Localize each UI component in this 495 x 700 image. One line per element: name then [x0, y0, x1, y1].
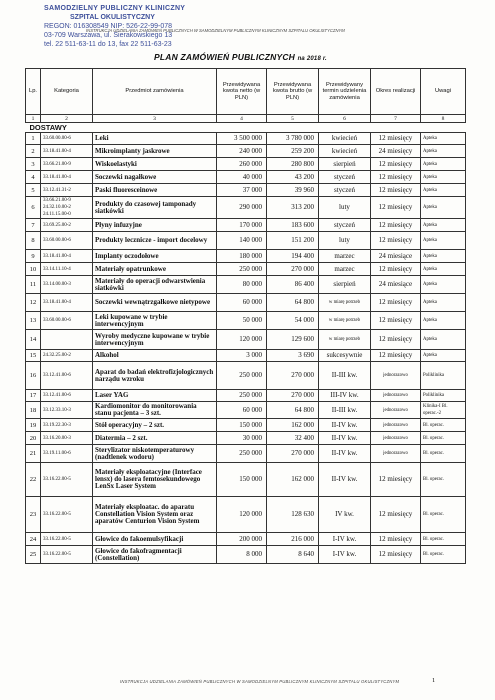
- stamp-line-2: SZPITAL OKULISTYCZNY: [70, 14, 155, 21]
- column-header: Przewidywana kwota netto (w PLN): [217, 69, 267, 115]
- hospital-stamp: [44, 4, 244, 49]
- cell-netto: 250 000: [217, 362, 267, 390]
- cell-lp: 8: [26, 232, 41, 250]
- cell-kategoria: 33.12.41.00-6: [41, 362, 93, 390]
- cell-uwagi: Apteka: [421, 184, 466, 197]
- cell-lp: 7: [26, 219, 41, 232]
- cell-kategoria: 33.66.21.00-9 24.32.10.00-2 24.11.15.00-0: [41, 197, 93, 219]
- cell-netto: 170 000: [217, 219, 267, 232]
- cell-przedmiot: Wyroby medyczne kupowane w trybie interwencyjnym: [93, 330, 217, 350]
- cell-przedmiot: Głowice do fakofragmentacji (Constellation): [93, 546, 217, 564]
- table-row: [26, 546, 466, 564]
- table-row: [26, 158, 466, 171]
- cell-lp: 21: [26, 445, 41, 463]
- cell-uwagi: Bl. operac.: [421, 533, 466, 546]
- table-row: [26, 312, 466, 330]
- cell-okres: 12 miesięcy: [371, 533, 421, 546]
- cell-lp: 2: [26, 145, 41, 158]
- cell-uwagi: Apteka: [421, 312, 466, 330]
- cell-przedmiot: Leki: [93, 133, 217, 145]
- cell-brutto: 86 400: [267, 276, 319, 294]
- cell-brutto: 313 200: [267, 197, 319, 219]
- table-row: [26, 133, 466, 145]
- cell-netto: 3 000: [217, 350, 267, 362]
- cell-termin: sierpień: [319, 276, 371, 294]
- cell-netto: 150 000: [217, 419, 267, 432]
- cell-netto: 60 000: [217, 294, 267, 312]
- cell-okres: 12 miesięcy: [371, 312, 421, 330]
- cell-lp: 13: [26, 312, 41, 330]
- cell-kategoria: 33.18.41.00-4: [41, 171, 93, 184]
- cell-przedmiot: Wiskoelastyki: [93, 158, 217, 171]
- cell-lp: 14: [26, 330, 41, 350]
- cell-kategoria: [41, 330, 93, 350]
- title-year: na 2018 r.: [297, 56, 327, 62]
- cell-uwagi: Apteka: [421, 232, 466, 250]
- column-number: 1: [26, 115, 41, 123]
- cell-netto: 260 000: [217, 158, 267, 171]
- page-number: 1: [432, 677, 436, 684]
- cell-uwagi: Apteka: [421, 219, 466, 232]
- cell-brutto: 8 640: [267, 546, 319, 564]
- cell-uwagi: Apteka: [421, 250, 466, 263]
- table-row: [26, 419, 466, 432]
- cell-kategoria: 33.19.11.00-6: [41, 445, 93, 463]
- cell-okres: jednorazowo: [371, 432, 421, 445]
- cell-termin: II-IV kw.: [319, 432, 371, 445]
- cell-netto: 250 000: [217, 263, 267, 276]
- cell-okres: 12 miesięcy: [371, 350, 421, 362]
- procurement-plan-table: [25, 68, 466, 564]
- table-row: [26, 197, 466, 219]
- cell-termin: II-IV kw.: [319, 419, 371, 432]
- cell-lp: 11: [26, 276, 41, 294]
- cell-termin: sukcesywnie: [319, 350, 371, 362]
- cell-termin: marzec: [319, 263, 371, 276]
- cell-przedmiot: Aparat do badań elektrofizjologicznych narządu wzroku: [93, 362, 217, 390]
- cell-brutto: 129 600: [267, 330, 319, 350]
- cell-netto: 3 500 000: [217, 133, 267, 145]
- cell-przedmiot: Paski fluoresceinowe: [93, 184, 217, 197]
- table-row: [26, 219, 466, 232]
- cell-przedmiot: Głowice do fakoemulsyfikacji: [93, 533, 217, 546]
- stamp-line-3: REGON: 016308549 NIP: 526-22-99-078: [44, 23, 173, 30]
- cell-okres: 12 miesięcy: [371, 497, 421, 533]
- column-header: Kategoria: [41, 69, 93, 115]
- cell-kategoria: 33.16.22.00-5: [41, 463, 93, 497]
- cell-lp: 15: [26, 350, 41, 362]
- cell-lp: 12: [26, 294, 41, 312]
- cell-brutto: 270 000: [267, 390, 319, 402]
- cell-uwagi: Apteka: [421, 330, 466, 350]
- cell-termin: luty: [319, 197, 371, 219]
- title-text: PLAN ZAMÓWIEŃ PUBLICZNYCH: [154, 52, 295, 62]
- table-row: [26, 362, 466, 390]
- cell-lp: 9: [26, 250, 41, 263]
- cell-lp: 3: [26, 158, 41, 171]
- cell-przedmiot: Produkty do czasowej tamponady siatkówki: [93, 197, 217, 219]
- cell-okres: 24 miesiące: [371, 250, 421, 263]
- cell-okres: 12 miesięcy: [371, 184, 421, 197]
- cell-uwagi: Bl. operac.: [421, 419, 466, 432]
- cell-uwagi: Apteka: [421, 171, 466, 184]
- cell-kategoria: 33.19.22.30-3: [41, 419, 93, 432]
- cell-lp: 24: [26, 533, 41, 546]
- cell-okres: 12 miesięcy: [371, 330, 421, 350]
- cell-przedmiot: Leki kupowane w trybie interwencyjnym: [93, 312, 217, 330]
- cell-netto: 150 000: [217, 463, 267, 497]
- cell-termin: w miarę potrzeb: [319, 330, 371, 350]
- cell-kategoria: 33.69.25.00-2: [41, 219, 93, 232]
- cell-kategoria: 33.14.00.00-3: [41, 276, 93, 294]
- table-row: [26, 145, 466, 158]
- cell-kategoria: 33.18.41.00-4: [41, 145, 93, 158]
- table-row: [26, 463, 466, 497]
- cell-uwagi: Bl. operac.: [421, 432, 466, 445]
- column-header: Przedmiot zamówienia: [93, 69, 217, 115]
- cell-lp: 6: [26, 197, 41, 219]
- cell-lp: 25: [26, 546, 41, 564]
- cell-termin: sierpień: [319, 158, 371, 171]
- cell-brutto: 216 000: [267, 533, 319, 546]
- cell-brutto: 43 200: [267, 171, 319, 184]
- table-row: [26, 276, 466, 294]
- cell-termin: I-IV kw.: [319, 546, 371, 564]
- cell-brutto: 64 800: [267, 402, 319, 419]
- cell-termin: styczeń: [319, 219, 371, 232]
- cell-brutto: 54 000: [267, 312, 319, 330]
- table-row: [26, 263, 466, 276]
- cell-netto: 240 000: [217, 145, 267, 158]
- cell-przedmiot: Produkty lecznicze - import docelowy: [93, 232, 217, 250]
- cell-lp: 20: [26, 432, 41, 445]
- header-running-text: INSTRUKCJA UDZIELANIA ZAMÓWIEŃ PUBLICZNYCH W SAMODZIELNYM PUBLICZNYM KLINICZNYM SZPITALU OKULISTYCZNYM: [86, 28, 345, 33]
- cell-uwagi: Apteka: [421, 294, 466, 312]
- column-header: Lp.: [26, 69, 41, 115]
- cell-uwagi: Poliklinika: [421, 362, 466, 390]
- cell-netto: 50 000: [217, 312, 267, 330]
- cell-kategoria: 33.60.00.00-6: [41, 312, 93, 330]
- cell-brutto: 270 000: [267, 445, 319, 463]
- cell-okres: jednorazowo: [371, 390, 421, 402]
- cell-termin: kwiecień: [319, 145, 371, 158]
- table-row: [26, 232, 466, 250]
- cell-przedmiot: Implanty oczodołowe: [93, 250, 217, 263]
- column-header: Przewidywany termin udzielenia zamówienia: [319, 69, 371, 115]
- cell-okres: 24 miesięcy: [371, 145, 421, 158]
- table-row: [26, 171, 466, 184]
- cell-przedmiot: Soczewki nagałkowe: [93, 171, 217, 184]
- cell-przedmiot: Mikroimplanty jaskrowe: [93, 145, 217, 158]
- cell-brutto: 162 000: [267, 419, 319, 432]
- cell-uwagi: Bl. operac.: [421, 546, 466, 564]
- cell-lp: 4: [26, 171, 41, 184]
- cell-kategoria: 33.16.22.00-5: [41, 546, 93, 564]
- cell-kategoria: 33.12.41.31-2: [41, 184, 93, 197]
- cell-brutto: 270 000: [267, 263, 319, 276]
- column-header: Uwagi: [421, 69, 466, 115]
- cell-netto: 80 000: [217, 276, 267, 294]
- cell-przedmiot: Diatermia – 2 szt.: [93, 432, 217, 445]
- cell-brutto: 280 800: [267, 158, 319, 171]
- cell-netto: 250 000: [217, 390, 267, 402]
- cell-okres: 12 miesięcy: [371, 133, 421, 145]
- cell-termin: marzec: [319, 250, 371, 263]
- cell-kategoria: 33.16.20.00-3: [41, 432, 93, 445]
- cell-kategoria: 33.60.00.00-6: [41, 133, 93, 145]
- cell-termin: w miarę potrzeb: [319, 294, 371, 312]
- cell-netto: 40 000: [217, 171, 267, 184]
- cell-lp: 16: [26, 362, 41, 390]
- column-number: 6: [319, 115, 371, 123]
- cell-kategoria: 33.14.11.10-4: [41, 263, 93, 276]
- table-row: [26, 402, 466, 419]
- cell-netto: 60 000: [217, 402, 267, 419]
- cell-brutto: 183 600: [267, 219, 319, 232]
- column-number: 7: [371, 115, 421, 123]
- cell-okres: jednorazowo: [371, 402, 421, 419]
- cell-uwagi: Bl. operac.: [421, 463, 466, 497]
- column-number: 8: [421, 115, 466, 123]
- table-body: [26, 133, 466, 564]
- table-row: [26, 497, 466, 533]
- cell-termin: styczeń: [319, 184, 371, 197]
- stamp-line-4: 03-709 Warszawa, ul. Sierakowskiego 13: [44, 32, 173, 39]
- cell-przedmiot: Płyny infuzyjne: [93, 219, 217, 232]
- column-number: 5: [267, 115, 319, 123]
- cell-brutto: 3 780 000: [267, 133, 319, 145]
- cell-okres: 12 miesięcy: [371, 263, 421, 276]
- cell-kategoria: 33.12.41.00-6: [41, 390, 93, 402]
- cell-okres: 12 miesięcy: [371, 463, 421, 497]
- cell-kategoria: 33.12.33.10-3: [41, 402, 93, 419]
- cell-termin: II-III kw.: [319, 402, 371, 419]
- cell-lp: 23: [26, 497, 41, 533]
- table-row: [26, 390, 466, 402]
- stamp-line-1: SAMODZIELNY PUBLICZNY KLINICZNY: [44, 5, 186, 12]
- cell-okres: jednorazowo: [371, 362, 421, 390]
- table-row: [26, 445, 466, 463]
- cell-uwagi: Apteka: [421, 263, 466, 276]
- cell-netto: 37 000: [217, 184, 267, 197]
- cell-netto: 250 000: [217, 445, 267, 463]
- page-title: [154, 52, 327, 62]
- cell-przedmiot: Materiały eksploatac. do aparatu Constellation Vision System oraz aparatów Centurion Vision System: [93, 497, 217, 533]
- cell-przedmiot: Laser YAG: [93, 390, 217, 402]
- cell-lp: 19: [26, 419, 41, 432]
- table-row: [26, 432, 466, 445]
- cell-brutto: 162 000: [267, 463, 319, 497]
- cell-okres: 12 miesięcy: [371, 294, 421, 312]
- cell-termin: II-III kw.: [319, 362, 371, 390]
- cell-kategoria: 33.16.22.00-5: [41, 497, 93, 533]
- table-row: [26, 294, 466, 312]
- cell-lp: 1: [26, 133, 41, 145]
- table-row: [26, 350, 466, 362]
- cell-netto: 120 000: [217, 497, 267, 533]
- cell-uwagi: Apteka: [421, 350, 466, 362]
- cell-uwagi: Klinika-I Bl. operac.-2: [421, 402, 466, 419]
- cell-okres: jednorazowo: [371, 419, 421, 432]
- cell-kategoria: 33.18.41.00-4: [41, 294, 93, 312]
- cell-netto: 180 000: [217, 250, 267, 263]
- cell-brutto: 128 630: [267, 497, 319, 533]
- table-row: [26, 330, 466, 350]
- cell-okres: 12 miesięcy: [371, 232, 421, 250]
- cell-netto: 140 000: [217, 232, 267, 250]
- cell-brutto: 194 400: [267, 250, 319, 263]
- cell-lp: 18: [26, 402, 41, 419]
- cell-kategoria: 33.66.21.00-9: [41, 158, 93, 171]
- cell-termin: w miarę potrzeb: [319, 312, 371, 330]
- cell-termin: kwiecień: [319, 133, 371, 145]
- cell-kategoria: 33.18.41.00-4: [41, 250, 93, 263]
- cell-okres: 12 miesięcy: [371, 158, 421, 171]
- cell-lp: 17: [26, 390, 41, 402]
- cell-uwagi: Apteka: [421, 197, 466, 219]
- cell-brutto: 151 200: [267, 232, 319, 250]
- cell-termin: styczeń: [319, 171, 371, 184]
- stamp-line-5: tel. 22 511-63-11 do 13, fax 22 511-63-23: [44, 41, 172, 48]
- cell-przedmiot: Stół operacyjny – 2 szt.: [93, 419, 217, 432]
- cell-przedmiot: Materiały opatrunkowe: [93, 263, 217, 276]
- cell-brutto: 3 690: [267, 350, 319, 362]
- cell-przedmiot: Kardiomonitor do monitorowania stanu pacjenta – 3 szt.: [93, 402, 217, 419]
- cell-okres: 24 miesiące: [371, 276, 421, 294]
- column-number: 3: [93, 115, 217, 123]
- cell-brutto: 32 400: [267, 432, 319, 445]
- column-number: 2: [41, 115, 93, 123]
- cell-uwagi: Apteka: [421, 133, 466, 145]
- cell-netto: 8 000: [217, 546, 267, 564]
- cell-przedmiot: Alkohol: [93, 350, 217, 362]
- footer-text: INSTRUKCJA UDZIELANIA ZAMÓWIEŃ PUBLICZNYCH W SAMODZIELNYM PUBLICZNYM KLINICZNYM SZPITALU OKULISTYCZNYM: [120, 679, 400, 684]
- cell-brutto: 259 200: [267, 145, 319, 158]
- cell-uwagi: Apteka: [421, 145, 466, 158]
- cell-okres: 12 miesięcy: [371, 219, 421, 232]
- column-number: 4: [217, 115, 267, 123]
- cell-kategoria: 33.16.22.00-5: [41, 533, 93, 546]
- cell-uwagi: Bl. operac.: [421, 445, 466, 463]
- cell-kategoria: 24.32.25.00-2: [41, 350, 93, 362]
- cell-uwagi: Bl. operac.: [421, 497, 466, 533]
- cell-przedmiot: Soczewki wewnątrzgałkowe nietypowe: [93, 294, 217, 312]
- cell-uwagi: Poliklinika: [421, 390, 466, 402]
- cell-lp: 10: [26, 263, 41, 276]
- column-header: Przewidywana kwota brutto (w PLN): [267, 69, 319, 115]
- cell-przedmiot: Materiały do operacji odwarstwienia siatkówki: [93, 276, 217, 294]
- cell-netto: 290 000: [217, 197, 267, 219]
- cell-brutto: 39 960: [267, 184, 319, 197]
- cell-przedmiot: Materiały eksploatacyjne (Interface lensx) do lasera femtosekundowego LenSx Laser System: [93, 463, 217, 497]
- cell-kategoria: 33.60.00.00-6: [41, 232, 93, 250]
- cell-netto: 120 000: [217, 330, 267, 350]
- cell-termin: II-IV kw.: [319, 445, 371, 463]
- cell-termin: luty: [319, 232, 371, 250]
- cell-przedmiot: Sterylizator niskotemperaturowy (nadtlenek wodoru): [93, 445, 217, 463]
- cell-uwagi: Apteka: [421, 276, 466, 294]
- cell-termin: II-IV kw.: [319, 463, 371, 497]
- cell-netto: 200 000: [217, 533, 267, 546]
- cell-brutto: 270 000: [267, 362, 319, 390]
- cell-netto: 30 000: [217, 432, 267, 445]
- cell-okres: 12 miesięcy: [371, 197, 421, 219]
- cell-brutto: 64 800: [267, 294, 319, 312]
- cell-okres: 12 miesięcy: [371, 546, 421, 564]
- table-row: [26, 184, 466, 197]
- cell-uwagi: Apteka: [421, 158, 466, 171]
- table-row: [26, 533, 466, 546]
- section-heading: DOSTAWY: [26, 123, 466, 133]
- table-row: [26, 250, 466, 263]
- cell-okres: jednorazowo: [371, 445, 421, 463]
- cell-termin: I-IV kw.: [319, 533, 371, 546]
- cell-termin: IV kw.: [319, 497, 371, 533]
- cell-termin: III-IV kw.: [319, 390, 371, 402]
- column-header: Okres realizacji: [371, 69, 421, 115]
- cell-okres: 12 miesięcy: [371, 171, 421, 184]
- cell-lp: 5: [26, 184, 41, 197]
- cell-lp: 22: [26, 463, 41, 497]
